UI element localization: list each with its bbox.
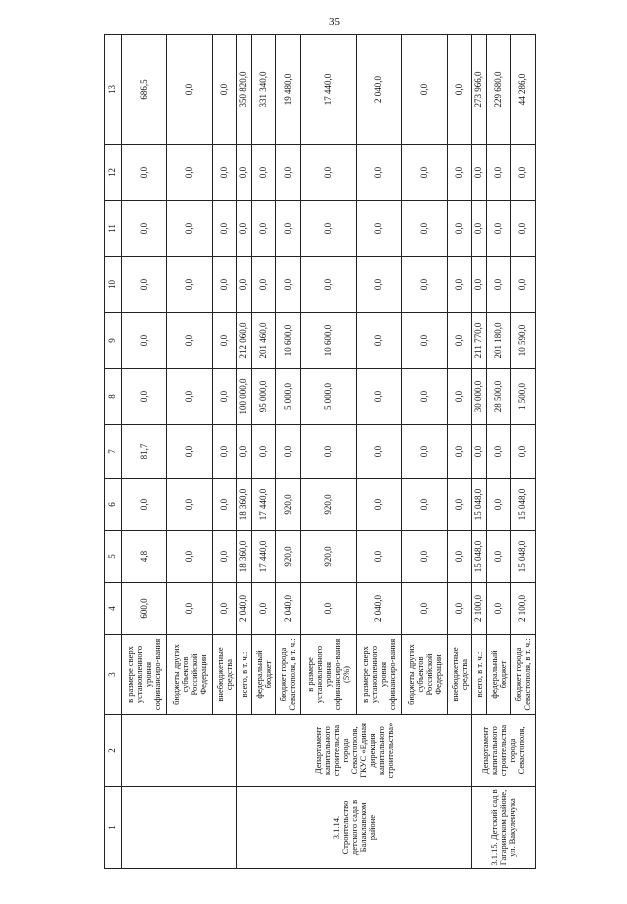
value-cell: 1 500,0 xyxy=(511,369,536,425)
value-cell: 15 048,0 xyxy=(511,479,536,531)
value-cell: 229 680,0 xyxy=(486,35,510,145)
value-cell: 0,0 xyxy=(402,35,447,145)
value-cell: 211 770,0 xyxy=(472,313,487,369)
value-cell: 0,0 xyxy=(252,425,276,479)
value-cell: 201 180,0 xyxy=(486,313,510,369)
value-cell: 350 820,0 xyxy=(237,35,252,145)
value-cell: 0,0 xyxy=(122,313,167,369)
value-cell: 0,0 xyxy=(402,313,447,369)
value-cell: 0,0 xyxy=(122,145,167,201)
value-cell: 0,0 xyxy=(167,313,212,369)
funding-source-cell: бюджет города Севастополя, в т. ч.: xyxy=(511,635,536,715)
funding-source-cell: бюджеты других субъектов Российской Федерации xyxy=(402,635,447,715)
funding-source-cell: внебюджетные средства xyxy=(447,635,471,715)
value-cell: 28 500,0 xyxy=(486,369,510,425)
value-cell: 18 360,0 xyxy=(237,531,252,583)
value-cell: 0,0 xyxy=(212,425,236,479)
value-cell: 0,0 xyxy=(167,201,212,257)
funding-source-cell: всего, в т. ч.: xyxy=(237,635,252,715)
header-cell: 7 xyxy=(105,425,122,479)
value-cell: 17 440,0 xyxy=(300,35,356,145)
item-name-cell: 3.1.15. Детский сад в Гагаринском районе, ул. Вакуленчука xyxy=(472,787,536,869)
value-cell: 0,0 xyxy=(212,369,236,425)
value-cell: 0,0 xyxy=(486,531,510,583)
value-cell: 0,0 xyxy=(356,369,401,425)
page-number: 35 xyxy=(329,16,340,28)
value-cell: 0,0 xyxy=(356,425,401,479)
value-cell: 920,0 xyxy=(300,531,356,583)
value-cell: 10 600,0 xyxy=(276,313,300,369)
value-cell: 0,0 xyxy=(212,583,236,635)
header-cell: 2 xyxy=(105,715,122,787)
value-cell: 81,7 xyxy=(122,425,167,479)
value-cell: 15 048,0 xyxy=(472,531,487,583)
value-cell: 0,0 xyxy=(472,145,487,201)
value-cell: 0,0 xyxy=(167,145,212,201)
value-cell: 0,0 xyxy=(447,35,471,145)
value-cell: 0,0 xyxy=(122,201,167,257)
value-cell: 0,0 xyxy=(472,425,487,479)
value-cell: 0,0 xyxy=(167,583,212,635)
value-cell: 0,0 xyxy=(276,425,300,479)
funding-source-cell: федеральный бюджет xyxy=(486,635,510,715)
value-cell: 30 000,0 xyxy=(472,369,487,425)
value-cell: 0,0 xyxy=(472,201,487,257)
value-cell: 18 360,0 xyxy=(237,479,252,531)
value-cell: 0,0 xyxy=(447,313,471,369)
funding-source-cell: внебюджетные средства xyxy=(212,635,236,715)
value-cell: 0,0 xyxy=(237,425,252,479)
funding-source-cell: бюджеты других субъектов Российской Федерации xyxy=(167,635,212,715)
value-cell: 0,0 xyxy=(447,479,471,531)
value-cell: 0,0 xyxy=(511,145,536,201)
value-cell: 0,0 xyxy=(167,531,212,583)
value-cell: 0,0 xyxy=(402,583,447,635)
header-cell: 5 xyxy=(105,531,122,583)
value-cell: 17 440,0 xyxy=(252,479,276,531)
value-cell: 0,0 xyxy=(472,257,487,313)
value-cell: 0,0 xyxy=(252,257,276,313)
value-cell: 0,0 xyxy=(167,35,212,145)
value-cell: 0,0 xyxy=(212,35,236,145)
value-cell: 0,0 xyxy=(447,425,471,479)
value-cell: 0,0 xyxy=(486,201,510,257)
value-cell: 0,0 xyxy=(402,531,447,583)
value-cell: 0,0 xyxy=(167,257,212,313)
header-cell: 10 xyxy=(105,257,122,313)
value-cell: 0,0 xyxy=(447,583,471,635)
value-cell: 0,0 xyxy=(402,145,447,201)
value-cell: 5 000,0 xyxy=(300,369,356,425)
executor-cell xyxy=(122,715,237,787)
value-cell: 0,0 xyxy=(447,201,471,257)
value-cell: 10 590,0 xyxy=(511,313,536,369)
value-cell: 0,0 xyxy=(356,313,401,369)
value-cell: 920,0 xyxy=(276,531,300,583)
value-cell: 0,0 xyxy=(402,425,447,479)
value-cell: 4,8 xyxy=(122,531,167,583)
value-cell: 0,0 xyxy=(486,257,510,313)
value-cell: 0,0 xyxy=(237,201,252,257)
value-cell: 15 048,0 xyxy=(472,479,487,531)
value-cell: 600,0 xyxy=(122,583,167,635)
value-cell: 920,0 xyxy=(276,479,300,531)
value-cell: 0,0 xyxy=(276,201,300,257)
table-row xyxy=(237,35,252,869)
header-cell: 12 xyxy=(105,145,122,201)
value-cell: 0,0 xyxy=(300,583,356,635)
value-cell: 0,0 xyxy=(356,201,401,257)
value-cell: 0,0 xyxy=(212,479,236,531)
item-name-cell xyxy=(122,787,237,869)
header-row xyxy=(105,35,122,869)
value-cell: 686,5 xyxy=(122,35,167,145)
value-cell: 2 100,0 xyxy=(511,583,536,635)
header-cell: 13 xyxy=(105,35,122,145)
funding-source-cell: федеральный бюджет xyxy=(252,635,276,715)
value-cell: 2 100,0 xyxy=(472,583,487,635)
header-cell: 9 xyxy=(105,313,122,369)
value-cell: 0,0 xyxy=(356,145,401,201)
value-cell: 0,0 xyxy=(486,425,510,479)
header-cell: 4 xyxy=(105,583,122,635)
value-cell: 0,0 xyxy=(402,479,447,531)
value-cell: 0,0 xyxy=(300,201,356,257)
value-cell: 0,0 xyxy=(212,201,236,257)
value-cell: 0,0 xyxy=(212,313,236,369)
header-cell: 8 xyxy=(105,369,122,425)
table-container xyxy=(104,35,536,869)
value-cell: 0,0 xyxy=(252,583,276,635)
value-cell: 0,0 xyxy=(447,145,471,201)
value-cell: 0,0 xyxy=(122,479,167,531)
value-cell: 0,0 xyxy=(356,531,401,583)
value-cell: 0,0 xyxy=(300,425,356,479)
value-cell: 0,0 xyxy=(356,479,401,531)
value-cell: 95 000,0 xyxy=(252,369,276,425)
value-cell: 0,0 xyxy=(252,201,276,257)
funding-source-cell: в размере установленного уровня софинансиро-вания (5%) xyxy=(300,635,356,715)
value-cell: 44 286,0 xyxy=(511,35,536,145)
value-cell: 15 048,0 xyxy=(511,531,536,583)
value-cell: 0,0 xyxy=(237,145,252,201)
value-cell: 0,0 xyxy=(167,369,212,425)
value-cell: 0,0 xyxy=(447,257,471,313)
value-cell: 2 040,0 xyxy=(356,35,401,145)
value-cell: 0,0 xyxy=(402,257,447,313)
value-cell: 0,0 xyxy=(486,479,510,531)
executor-cell: Департамент капитального строительства города Севастополя, ГКУС «Единая дирекция капитального строительства» xyxy=(237,715,472,787)
value-cell: 0,0 xyxy=(511,201,536,257)
funding-source-cell: в размере сверх установленного уровня софинансиро-вания xyxy=(356,635,401,715)
funding-source-cell: в размере сверх установленного уровня софинансиро-вания xyxy=(122,635,167,715)
value-cell: 331 340,0 xyxy=(252,35,276,145)
value-cell: 0,0 xyxy=(237,257,252,313)
value-cell: 0,0 xyxy=(486,583,510,635)
value-cell: 0,0 xyxy=(402,201,447,257)
value-cell: 0,0 xyxy=(447,531,471,583)
value-cell: 0,0 xyxy=(402,369,447,425)
header-cell: 11 xyxy=(105,201,122,257)
value-cell: 19 480,0 xyxy=(276,35,300,145)
value-cell: 0,0 xyxy=(447,369,471,425)
header-cell: 6 xyxy=(105,479,122,531)
financing-table xyxy=(104,34,536,869)
value-cell: 0,0 xyxy=(212,145,236,201)
value-cell: 273 966,0 xyxy=(472,35,487,145)
value-cell: 0,0 xyxy=(300,145,356,201)
value-cell: 0,0 xyxy=(276,257,300,313)
value-cell: 10 600,0 xyxy=(300,313,356,369)
header-cell: 3 xyxy=(105,635,122,715)
value-cell: 0,0 xyxy=(300,257,356,313)
value-cell: 920,0 xyxy=(300,479,356,531)
value-cell: 0,0 xyxy=(167,479,212,531)
value-cell: 0,0 xyxy=(276,145,300,201)
value-cell: 2 040,0 xyxy=(237,583,252,635)
rotated-table-frame xyxy=(104,35,536,869)
header-cell: 1 xyxy=(105,787,122,869)
funding-source-cell: всего, в т. ч.: xyxy=(472,635,487,715)
value-cell: 2 040,0 xyxy=(356,583,401,635)
value-cell: 0,0 xyxy=(122,369,167,425)
value-cell: 0,0 xyxy=(122,257,167,313)
value-cell: 17 440,0 xyxy=(252,531,276,583)
value-cell: 5 000,0 xyxy=(276,369,300,425)
value-cell: 201 460,0 xyxy=(252,313,276,369)
value-cell: 0,0 xyxy=(486,145,510,201)
value-cell: 0,0 xyxy=(511,257,536,313)
table-row xyxy=(472,35,487,869)
value-cell: 2 040,0 xyxy=(276,583,300,635)
value-cell: 0,0 xyxy=(252,145,276,201)
value-cell: 0,0 xyxy=(356,257,401,313)
table-body xyxy=(122,35,536,869)
item-name-cell: 3.1.14. Строительство детского сада в Балаклавском районе xyxy=(237,787,472,869)
value-cell: 0,0 xyxy=(167,425,212,479)
value-cell: 100 000,0 xyxy=(237,369,252,425)
value-cell: 0,0 xyxy=(212,257,236,313)
executor-cell: Департамент капитального строительства города Севастополя, xyxy=(472,715,536,787)
value-cell: 212 060,0 xyxy=(237,313,252,369)
value-cell: 0,0 xyxy=(212,531,236,583)
table-row xyxy=(122,35,167,869)
funding-source-cell: бюджет города Севастополя, в т. ч.: xyxy=(276,635,300,715)
value-cell: 0,0 xyxy=(511,425,536,479)
